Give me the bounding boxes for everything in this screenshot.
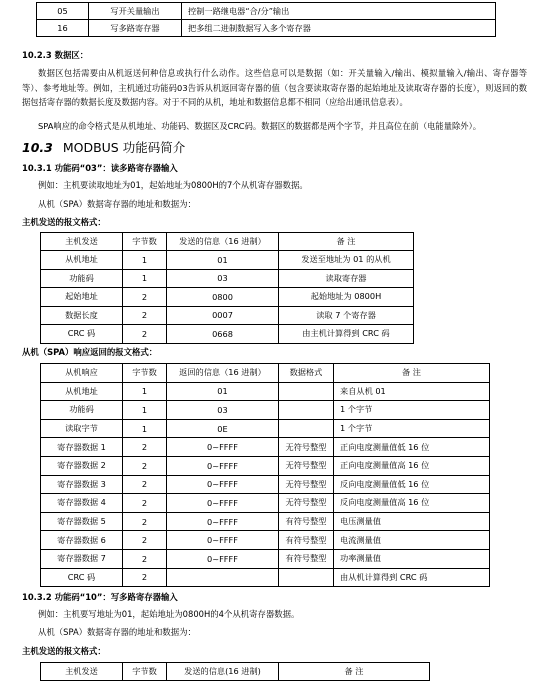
table-row [41,269,414,288]
table-row [37,3,496,20]
table-row [41,419,490,438]
table-header-row [41,663,430,681]
table-cell: 反向电度测量值高 16 位 [334,494,490,513]
table-cell: 0007 [167,306,279,325]
data-area-paragraph: 数据区包括需要由从机返送何种信息或执行什么动作。这些信息可以是数据（如：开关量输入/输出、模拟量输入/输出、寄存器等等）、参考地址等。例如，主机通过功能码03告诉从机返回寄存器的值（包含要读取寄存器的起始地址及读取寄存器的长度），则返回的数据包括寄存器的数据长度及数据内容。对于不同的从机，地址和数据信息都不相同（应给出通讯信息表）。 [22,68,527,107]
table-cell: 功能码 [41,401,123,420]
table-cell: 无符号整型 [279,494,334,513]
table-row [41,456,490,475]
column-header: 备 注 [334,364,490,383]
table-cell: 2 [123,568,167,587]
table-row [41,475,490,494]
table-cell [279,568,334,587]
table-cell: 无符号整型 [279,456,334,475]
table-cell: CRC 码 [41,568,123,587]
column-header: 字节数 [123,663,167,681]
table-cell: 0668 [167,325,279,344]
table-cell: 无符号整型 [279,438,334,457]
table-cell: 寄存器数据 3 [41,475,123,494]
table-cell: 寄存器数据 4 [41,494,123,513]
table-cell: 读取寄存器 [279,269,414,288]
table-cell: 功率测量值 [334,549,490,568]
table-row [41,494,490,513]
table-cell: 正向电度测量值低 16 位 [334,438,490,457]
table-cell: 1 个字节 [334,419,490,438]
table-cell: 2 [123,475,167,494]
section-heading-1023: 10.2.3 数据区： [22,50,89,60]
table-cell: 功能码 [41,269,123,288]
table-cell: 电压测量值 [334,512,490,531]
table-cell: 2 [123,512,167,531]
table-cell: 起始地址为 0800H [279,288,414,307]
table-row [41,438,490,457]
table-cell: 2 [123,494,167,513]
table-cell: 2 [123,438,167,457]
slave-register-note-2: 从机（SPA）数据寄存器的地址和数据为： [38,627,196,637]
table-cell: 控制一路继电器“合/分”输出 [182,3,496,20]
table-cell: 无符号整型 [279,475,334,494]
table-cell: 01 [167,251,279,270]
column-header: 发送的信息（16 进制） [167,233,279,251]
table-cell: 写多路寄存器 [89,20,182,37]
table-cell: 把多组二进制数据写入多个寄存器 [182,20,496,37]
write-example-text: 例如：主机要写地址为01，起始地址为0800H的4个从机寄存器数据。 [38,609,300,619]
table-cell: 0~FFFF [167,494,279,513]
table-cell: 从机地址 [41,251,123,270]
column-header: 从机响应 [41,364,123,383]
section-title: MODBUS 功能码简介 [62,140,186,155]
table-cell: 2 [123,549,167,568]
table-cell: 寄存器数据 5 [41,512,123,531]
column-header: 字节数 [123,364,167,383]
table-cell: 03 [167,269,279,288]
table-cell: 读取字节 [41,419,123,438]
table-header-row [41,233,414,251]
table-row [41,512,490,531]
table-cell: 数据长度 [41,306,123,325]
column-header: 主机发送 [41,233,123,251]
table-cell: 起始地址 [41,288,123,307]
table-cell: 0800 [167,288,279,307]
table-cell: 寄存器数据 6 [41,531,123,550]
table-cell: 0~FFFF [167,512,279,531]
column-header: 主机发送 [41,663,123,681]
slave-response-table [40,363,490,587]
table-row [41,382,490,401]
section-heading-1032: 10.3.2 功能码“10”：写多路寄存器输入 [22,592,178,602]
slave-frame-label: 从机（SPA）响应返回的报文格式： [22,347,158,357]
table-cell: 反向电度测量值低 16 位 [334,475,490,494]
table-cell: 发送至地址为 01 的从机 [279,251,414,270]
table-row [41,325,414,344]
column-header: 字节数 [123,233,167,251]
table-cell: 寄存器数据 2 [41,456,123,475]
column-header: 备 注 [279,233,414,251]
table-cell: 0~FFFF [167,531,279,550]
table-row [41,531,490,550]
table-cell: 2 [123,306,167,325]
table-cell: 05 [37,3,89,20]
table-cell: 16 [37,20,89,37]
table-cell: 0~FFFF [167,438,279,457]
column-header: 返回的信息（16 进制） [167,364,279,383]
table-cell: 1 [123,269,167,288]
table-row [41,401,490,420]
table-cell: 1 [123,401,167,420]
table-cell: 0~FFFF [167,456,279,475]
table-cell: 有符号整型 [279,531,334,550]
table-row [41,549,490,568]
table-row [41,568,490,587]
table-cell: 来自从机 01 [334,382,490,401]
function-code-table [36,2,496,37]
table-cell: 寄存器数据 7 [41,549,123,568]
spa-response-paragraph: SPA响应的命令格式是从机地址、功能码、数据区及CRC码。数据区的数据都是两个字节，并且高位在前（电能量除外）。 [38,121,482,131]
table-cell: 0~FFFF [167,549,279,568]
table-cell: 读取 7 个寄存器 [279,306,414,325]
table-row [41,288,414,307]
section-heading-1031: 10.3.1 功能码“03”：读多路寄存器输入 [22,163,178,173]
read-example-text: 例如：主机要读取地址为01，起始地址为0800H的7个从机寄存器数据。 [38,180,308,190]
table-cell: 电流测量值 [334,531,490,550]
table-row [41,251,414,270]
table-cell: 1 [123,419,167,438]
table-cell: 1 [123,251,167,270]
table-header-row [41,364,490,383]
slave-register-note: 从机（SPA）数据寄存器的地址和数据为： [38,199,196,209]
table-cell: 写开关量输出 [89,3,182,20]
table-cell: 2 [123,531,167,550]
table-cell: 寄存器数据 1 [41,438,123,457]
table-cell: 2 [123,288,167,307]
column-header: 备 注 [279,663,430,681]
table-cell: 从机地址 [41,382,123,401]
master-send-table [40,232,414,344]
table-row [37,20,496,37]
table-cell [279,401,334,420]
master-frame-label-2: 主机发送的报文格式： [22,646,106,656]
write-master-send-table [40,662,430,681]
table-cell: 2 [123,325,167,344]
table-cell: 2 [123,456,167,475]
table-cell [279,382,334,401]
section-heading-103 [22,140,185,156]
table-cell: 01 [167,382,279,401]
table-row [41,306,414,325]
table-cell: 03 [167,401,279,420]
table-cell: 正向电度测量值高 16 位 [334,456,490,475]
table-cell: 由从机计算得到 CRC 码 [334,568,490,587]
table-cell: CRC 码 [41,325,123,344]
table-cell [279,419,334,438]
section-number: 10.3 [22,140,53,155]
table-cell: 有符号整型 [279,512,334,531]
table-cell: 0E [167,419,279,438]
table-cell: 0~FFFF [167,475,279,494]
table-cell [167,568,279,587]
table-cell: 1 [123,382,167,401]
column-header: 发送的信息(16 进制) [167,663,279,681]
column-header: 数据格式 [279,364,334,383]
table-cell: 有符号整型 [279,549,334,568]
table-cell: 由主机计算得到 CRC 码 [279,325,414,344]
table-cell: 1 个字节 [334,401,490,420]
master-frame-label: 主机发送的报文格式： [22,217,106,227]
